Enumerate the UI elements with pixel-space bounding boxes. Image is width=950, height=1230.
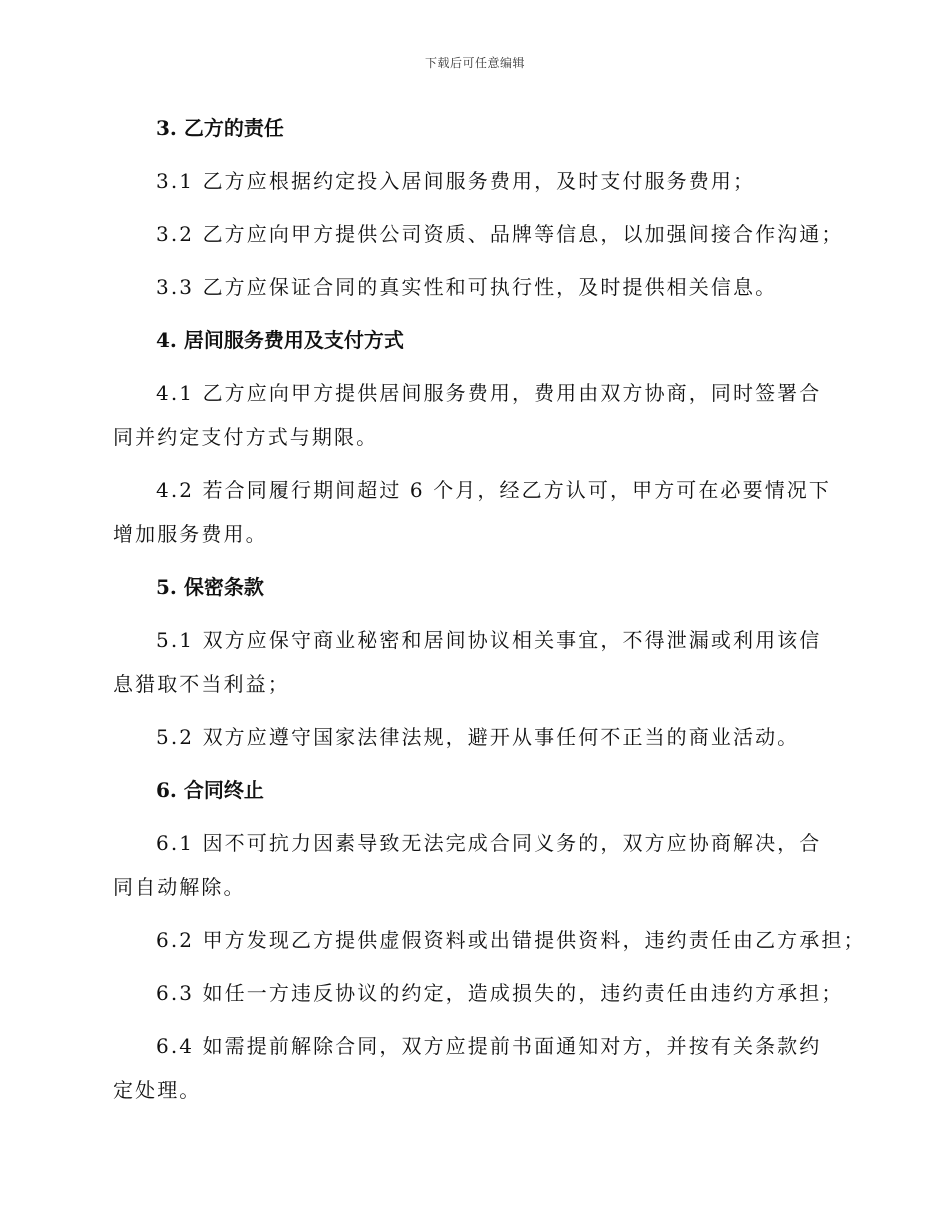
document-body: [113, 106, 866, 1121]
clause-6-4: 6.4 如需提前解除合同，双方应提前书面通知对方，并按有关条款约定处理。: [113, 1034, 822, 1102]
section-heading-4: 4. 居间服务费用及支付方式: [156, 328, 404, 352]
section-heading-3: 3. 乙方的责任: [156, 116, 284, 140]
section-heading-5: 5. 保密条款: [156, 575, 264, 599]
clause-3-2: 3.2 乙方应向甲方提供公司资质、品牌等信息，以加强间接合作沟通；: [156, 222, 844, 246]
page-header-note: 下载后可任意编辑: [424, 56, 525, 70]
clause-6-1: 6.1 因不可抗力因素导致无法完成合同义务的，双方应协商解决，合同自动解除。: [113, 831, 822, 899]
section-heading-6: 6. 合同终止: [156, 778, 264, 802]
clause-3-3: 3.3 乙方应保证合同的真实性和可执行性，及时提供相关信息。: [156, 275, 778, 299]
clause-5-2: 5.2 双方应遵守国家法律法规，避开从事任何不正当的商业活动。: [156, 725, 800, 749]
clause-6-3: 6.3 如任一方违反协议的约定，造成损失的，违约责任由违约方承担；: [156, 981, 844, 1005]
clause-3-1: 3.1 乙方应根据约定投入居间服务费用，及时支付服务费用；: [156, 169, 756, 193]
clause-4-1: 4.1 乙方应向甲方提供居间服务费用，费用由双方协商，同时签署合同并约定支付方式与期限。: [113, 381, 822, 449]
clause-4-2: 4.2 若合同履行期间超过 6 个月，经乙方认可，甲方可在必要情况下增加服务费用。: [113, 478, 832, 546]
clause-5-1: 5.1 双方应保守商业秘密和居间协议相关事宜，不得泄漏或利用该信息猎取不当利益；: [113, 628, 822, 696]
clause-6-2: 6.2 甲方发现乙方提供虚假资料或出错提供资料，违约责任由乙方承担；: [156, 928, 866, 952]
